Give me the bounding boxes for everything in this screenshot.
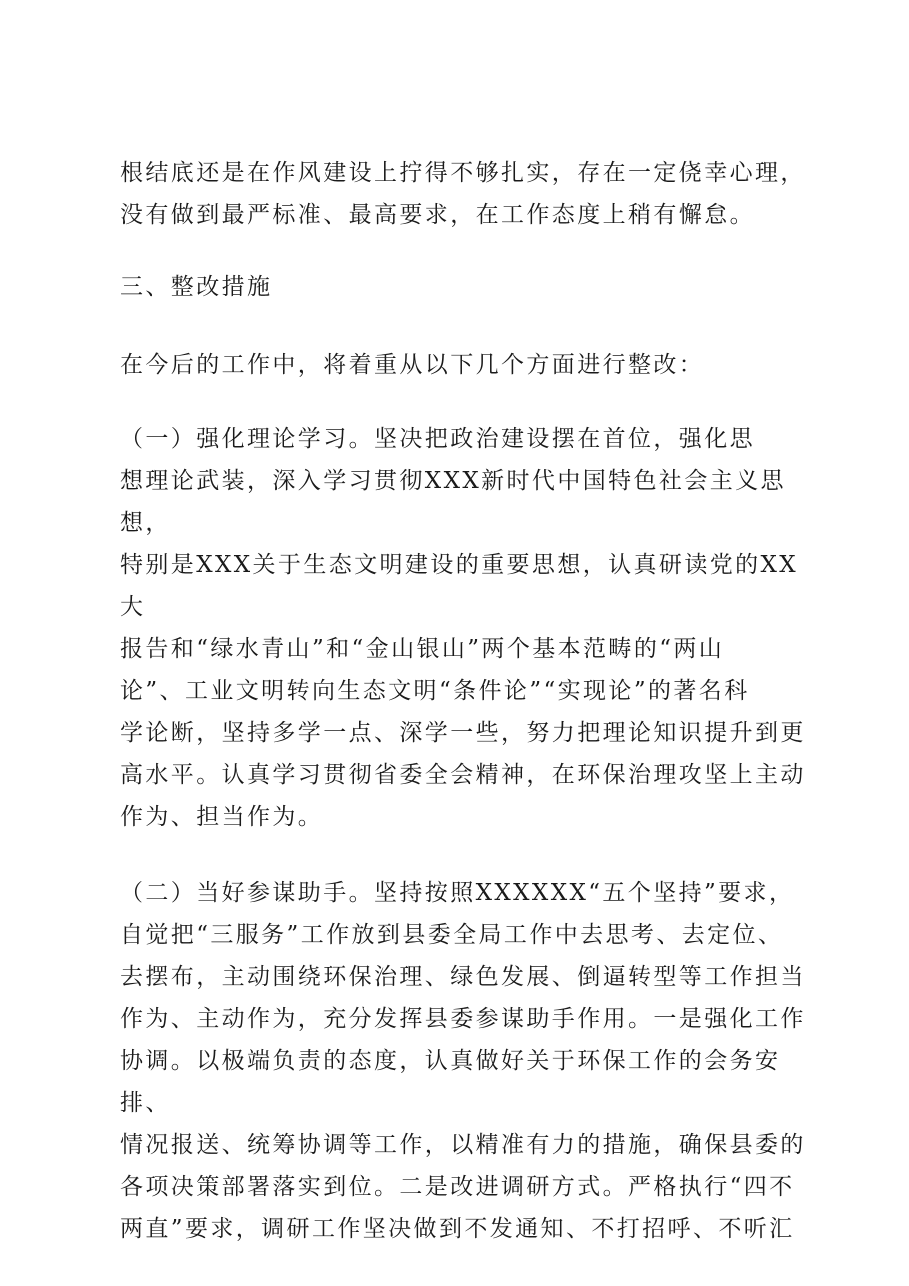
section-heading-rectification-measures: 三、整改措施 bbox=[120, 274, 273, 300]
paragraph-item-2-advisory-role: （二）当好参谋助手。坚持按照XXXXXX“五个坚持”要求， 自觉把“三服务”工作放到县委全局工作中去思考、去定位、 去摆布，主动围绕环保治理、绿色发展、倒逼转型等工作担当 作为、主动作为，充分发挥县委参谋助手作用。一是强化工作 协调。以极端负责的态度，认真做好关于环保工作的会务安排、 情况报送、统筹协调等工作，以精准有力的措施，确保县委的 各项决策部署落实到位。二是改进调研方式。严格执行“四不 两直”要求，调研工作坚决做到不发通知、不打招呼、不听汇 bbox=[120, 880, 806, 1242]
paragraph-intro: 在今后的工作中，将着重从以下几个方面进行整改： bbox=[120, 352, 705, 378]
paragraph-item-1-theory-study: （一）强化理论学习。坚决把政治建设摆在首位，强化思 想理论武装，深入学习贯彻XXX新时代中国特色社会主义思想， 特别是XXX关于生态文明建设的重要思想，认真研读党的XX大 报告和“绿水青山”和“金山银山”两个基本范畴的“两山 论”、工业文明转向生态文明“条件论”“实现论”的著名科 学论断，坚持多学一点、深学一些，努力把理论知识提升到更 高水平。认真学习贯彻省委全会精神，在环保治理攻坚上主动 作为、担当作为。 bbox=[120, 426, 806, 830]
paragraph-continuation: 根结底还是在作风建设上拧得不够扎实，存在一定侥幸心理， 没有做到最严标准、最高要求，在工作态度上稍有懈怠。 bbox=[120, 160, 806, 228]
document-body bbox=[120, 152, 810, 1250]
